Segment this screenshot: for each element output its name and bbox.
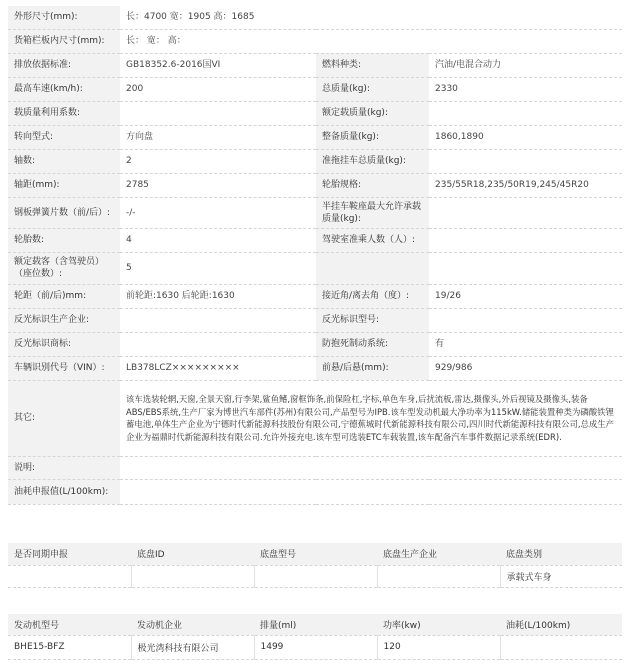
spec-value: GB18352.6-2016国VI [120, 53, 316, 77]
spec-value: 200 [120, 77, 316, 101]
engine-header-row [8, 614, 622, 635]
spec-label: 载质量利用系数: [8, 101, 120, 125]
chassis-header-row [8, 543, 622, 565]
spec-value [120, 101, 316, 125]
spec-value [120, 479, 622, 504]
column-header: 底盘ID [131, 543, 254, 565]
spec-value: 2330 [429, 77, 622, 101]
spec-label: 接近角/离去角（度）: [316, 284, 429, 308]
spec-row [8, 149, 622, 173]
spec-label: 整备质量(kg): [316, 125, 429, 149]
table-cell: 120 [377, 635, 500, 659]
spec-label: 反光标识生产企业: [8, 308, 120, 332]
spec-label: 反光标识型号: [316, 308, 429, 332]
spec-label: 半挂车鞍座最大允许承载质量(kg): [316, 197, 429, 228]
spec-label: 额定载客（含驾驶员）（座位数）: [8, 252, 120, 284]
spec-label: 最高车速(km/h): [8, 77, 120, 101]
column-header: 是否同期申报 [8, 543, 131, 565]
spec-value: 2785 [120, 173, 316, 197]
spec-value [429, 308, 622, 332]
column-header: 底盘类别 [500, 543, 622, 565]
column-header: 油耗(L/100km) [500, 614, 622, 635]
spec-value [429, 149, 622, 173]
spec-label: 说明: [8, 456, 120, 479]
spec-value: 汽油/电混合动力 [429, 53, 622, 77]
spec-label: 车辆识别代号（VIN）: [8, 356, 120, 380]
table-cell [500, 635, 622, 659]
column-header: 底盘型号 [254, 543, 377, 565]
spec-value: 929/986 [429, 356, 622, 380]
spec-row [8, 53, 622, 77]
spec-row [8, 228, 622, 252]
spec-label: 轴距(mm): [8, 173, 120, 197]
spec-label-empty [316, 252, 429, 284]
spec-label: 准拖挂车总质量(kg): [316, 149, 429, 173]
spec-row [8, 356, 622, 380]
column-header: 发动机企业 [131, 614, 254, 635]
spec-row-cargo-box [8, 29, 622, 53]
spec-value [120, 332, 316, 356]
spec-row [8, 284, 622, 308]
spec-value [429, 101, 622, 125]
table-cell [377, 565, 500, 587]
spec-value: 5 [120, 252, 316, 284]
column-header: 功率(kw) [377, 614, 500, 635]
spec-label: 轮胎规格: [316, 173, 429, 197]
spec-label: 轮距（前/后)mm: [8, 284, 120, 308]
spec-label: 驾驶室准乘人数（人）: [316, 228, 429, 252]
engine-row [8, 635, 622, 659]
spec-value: 前轮距:1630 后轮距:1630 [120, 284, 316, 308]
spec-label: 货箱栏板内尺寸(mm): [8, 29, 120, 53]
vin-value: LB378LCZ××××××××× [120, 356, 316, 380]
spec-row [8, 173, 622, 197]
spec-value: 2 [120, 149, 316, 173]
spec-label: 外形尺寸(mm): [8, 6, 120, 29]
spec-label: 排放依据标准: [8, 53, 120, 77]
spec-label: 轴数: [8, 149, 120, 173]
table-cell [131, 565, 254, 587]
spec-label: 前悬/后悬(mm): [316, 356, 429, 380]
table-cell: 极光湾科技有限公司 [131, 635, 254, 659]
spec-value: 有 [429, 332, 622, 356]
spec-label: 燃料种类: [316, 53, 429, 77]
spec-row [8, 332, 622, 356]
spec-label: 其它: [8, 380, 120, 456]
table-cell: BHE15-BFZ [8, 635, 131, 659]
spec-label: 轮胎数: [8, 228, 120, 252]
spec-value [429, 197, 622, 228]
table-cell: 承载式车身 [500, 565, 622, 587]
spec-row-dimensions [8, 6, 622, 29]
column-header: 底盘生产企业 [377, 543, 500, 565]
column-header: 排量(ml) [254, 614, 377, 635]
table-cell: 1499 [254, 635, 377, 659]
spec-value: 长：4700 宽：1905 高：1685 [120, 6, 622, 29]
chassis-table [8, 543, 622, 588]
spec-table [8, 6, 622, 505]
spec-row [8, 77, 622, 101]
spec-label: 总质量(kg): [316, 77, 429, 101]
spec-value [120, 456, 622, 479]
spec-value-empty [429, 252, 622, 284]
spec-row-other [8, 380, 622, 456]
spec-label: 防抱死制动系统: [316, 332, 429, 356]
spec-value: 235/55R18,235/50R19,245/45R20 [429, 173, 622, 197]
spec-row [8, 456, 622, 479]
chassis-row [8, 565, 622, 587]
spec-value: 4 [120, 228, 316, 252]
other-notes-text: 该车选装轮辋,天窗,全景天窗,行李架,鲨鱼鳍,窗框饰条,前保险杠,字标,单色车身,后扰流板,雷达,摄像头,外后视镜及摄像头,装备ABS/EBS系统,生产厂家为博世汽车部件(苏州)有限公司,产品型号为IPB.该车型发动机最大净功率为115kW.储能装置种类为磷酸铁锂蓄电池,单体生产企业为宁德时代新能源科技股份有限公司,宁德蕉城时代新能源科技有限公司,四川时代新能源科技有限公司,总成生产企业为福鼎时代新能源科技有限公司.允许外接充电.该车型可选装ETC车载装置,该车配备汽车事件数据记录系统(EDR). [120, 380, 622, 456]
spec-value: 1860,1890 [429, 125, 622, 149]
engine-table [8, 614, 622, 660]
spec-value: 19/26 [429, 284, 622, 308]
table-cell [254, 565, 377, 587]
table-cell [8, 565, 131, 587]
spec-row [8, 101, 622, 125]
spec-row [8, 252, 622, 284]
spec-label: 反光标识商标: [8, 332, 120, 356]
spec-row [8, 479, 622, 504]
spec-value [429, 228, 622, 252]
spec-label: 油耗申报值(L/100km): [8, 479, 120, 504]
spec-row [8, 308, 622, 332]
spec-label: 钢板弹簧片数（前/后）: [8, 197, 120, 228]
spec-row [8, 197, 622, 228]
column-header: 发动机型号 [8, 614, 131, 635]
spec-value: -/- [120, 197, 316, 228]
spec-value: 方向盘 [120, 125, 316, 149]
spec-label: 额定载质量(kg): [316, 101, 429, 125]
spec-value [120, 308, 316, 332]
spec-label: 转向型式: [8, 125, 120, 149]
spec-row [8, 125, 622, 149]
spec-value: 长： 宽： 高： [120, 29, 622, 53]
